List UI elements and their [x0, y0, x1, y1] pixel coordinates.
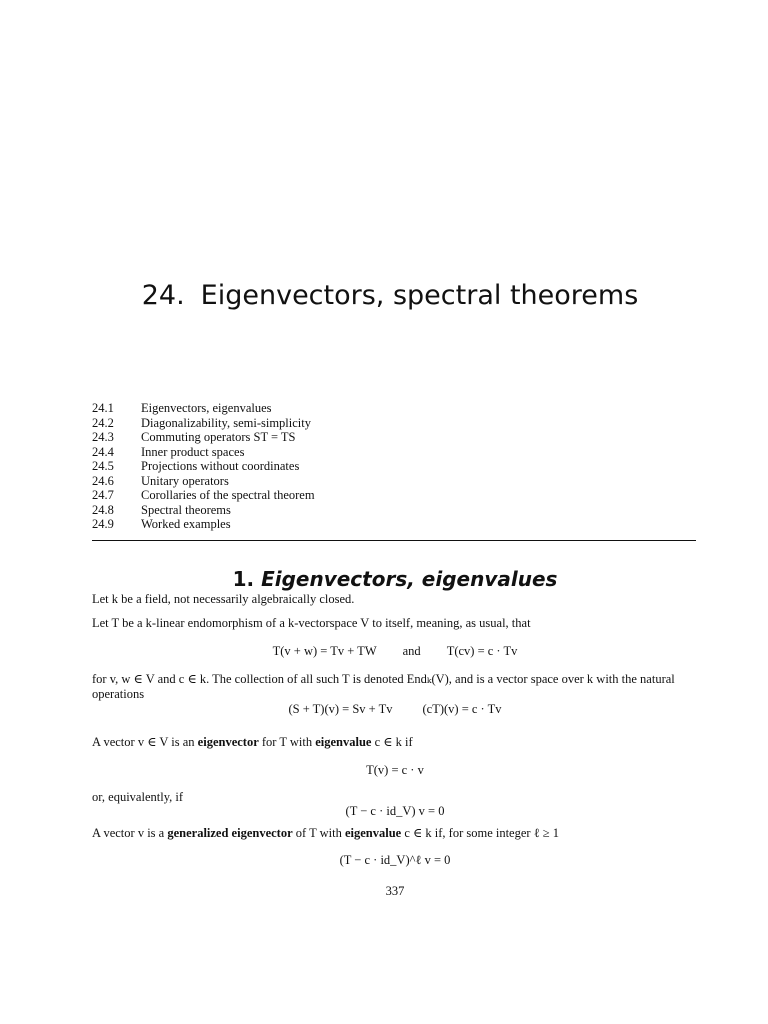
display-equation: T(v) = c · v — [366, 763, 424, 777]
toc-item-title: Unitary operators — [141, 473, 229, 488]
toc-item — [92, 488, 315, 503]
paragraph: Let T be a k-linear endomorphism of a k-vectorspace V to itself, meaning, as usual, that — [92, 616, 531, 630]
equation-connector: and — [402, 644, 421, 658]
term-eigenvalue: eigenvalue — [315, 735, 372, 749]
paragraph: for v, w ∈ V and c ∈ k. The collection of all such T is denoted Endₖ(V), and is a vector space over k with the natural operations — [92, 672, 675, 701]
toc-item-title: Eigenvectors, eigenvalues — [141, 401, 272, 415]
toc-item-title: Projections without coordinates — [141, 459, 300, 473]
toc-item — [92, 459, 315, 474]
chapter-title — [0, 280, 768, 311]
toc-item — [92, 430, 315, 445]
table-of-contents — [92, 401, 315, 532]
display-equation: (T − c · id_V) v = 0 — [345, 804, 445, 818]
term-eigenvalue: eigenvalue — [344, 826, 402, 840]
text-run: A vector v is a — [92, 826, 168, 840]
toc-item-number: 24.4 — [92, 444, 114, 459]
section-title-text: Eigenvectors, eigenvalues — [261, 566, 558, 591]
toc-item-number: 24.5 — [92, 459, 114, 473]
paragraph: Let k be a field, not necessarily algebraically closed. — [92, 592, 355, 606]
term-generalized-eigenvector: generalized eigenvector — [167, 826, 293, 840]
toc-item-title: Spectral theorems — [141, 502, 231, 517]
page-number: 337 — [385, 884, 405, 898]
equation-left: T(v + w) = Tv + TW — [272, 644, 377, 658]
term-eigenvector: eigenvector — [197, 735, 259, 749]
toc-item-title: Worked examples — [141, 517, 231, 531]
toc-item-number: 24.3 — [92, 430, 114, 444]
text-run: c ∈ k if, for some integer ℓ ≥ 1 — [401, 826, 560, 840]
toc-item-number: 24.1 — [92, 401, 114, 415]
text-run: c ∈ k if — [371, 735, 413, 749]
equation-right: T(cv) = c · Tv — [446, 644, 518, 658]
display-equation — [92, 702, 698, 717]
chapter-title-text: Eigenvectors, spectral theorems — [200, 280, 639, 312]
text-run: A vector v ∈ V is an — [92, 735, 198, 749]
toc-item — [92, 503, 315, 518]
paragraph: or, equivalently, if — [92, 790, 184, 804]
toc-item-number: 24.2 — [92, 415, 114, 430]
paragraph — [92, 735, 698, 750]
toc-item-number: 24.7 — [92, 488, 114, 502]
equation-left: (S + T)(v) = Sv + Tv — [288, 702, 393, 716]
section-title — [0, 567, 768, 591]
text-run: for T with — [258, 735, 316, 749]
display-equation — [92, 644, 698, 659]
toc-item — [92, 474, 315, 489]
toc-item — [92, 445, 315, 460]
toc-item — [92, 401, 315, 416]
text-run: of T with — [292, 826, 345, 840]
section-divider — [92, 540, 696, 541]
display-equation: (T − c · id_V)^ℓ v = 0 — [339, 853, 451, 867]
toc-item-title: Corollaries of the spectral theorem — [141, 488, 315, 502]
toc-item-number: 24.8 — [92, 502, 114, 517]
chapter-number: 24. — [141, 280, 185, 312]
paragraph — [92, 826, 698, 841]
equation-right: (cT)(v) = c · Tv — [422, 702, 502, 716]
toc-item-title: Commuting operators ST = TS — [141, 430, 296, 444]
section-number: 1. — [232, 566, 255, 591]
toc-item-title: Inner product spaces — [141, 444, 245, 459]
toc-item-number: 24.9 — [92, 517, 114, 531]
toc-item — [92, 416, 315, 431]
toc-item-number: 24.6 — [92, 473, 114, 488]
toc-item-title: Diagonalizability, semi-simplicity — [141, 415, 311, 430]
toc-item — [92, 517, 315, 532]
